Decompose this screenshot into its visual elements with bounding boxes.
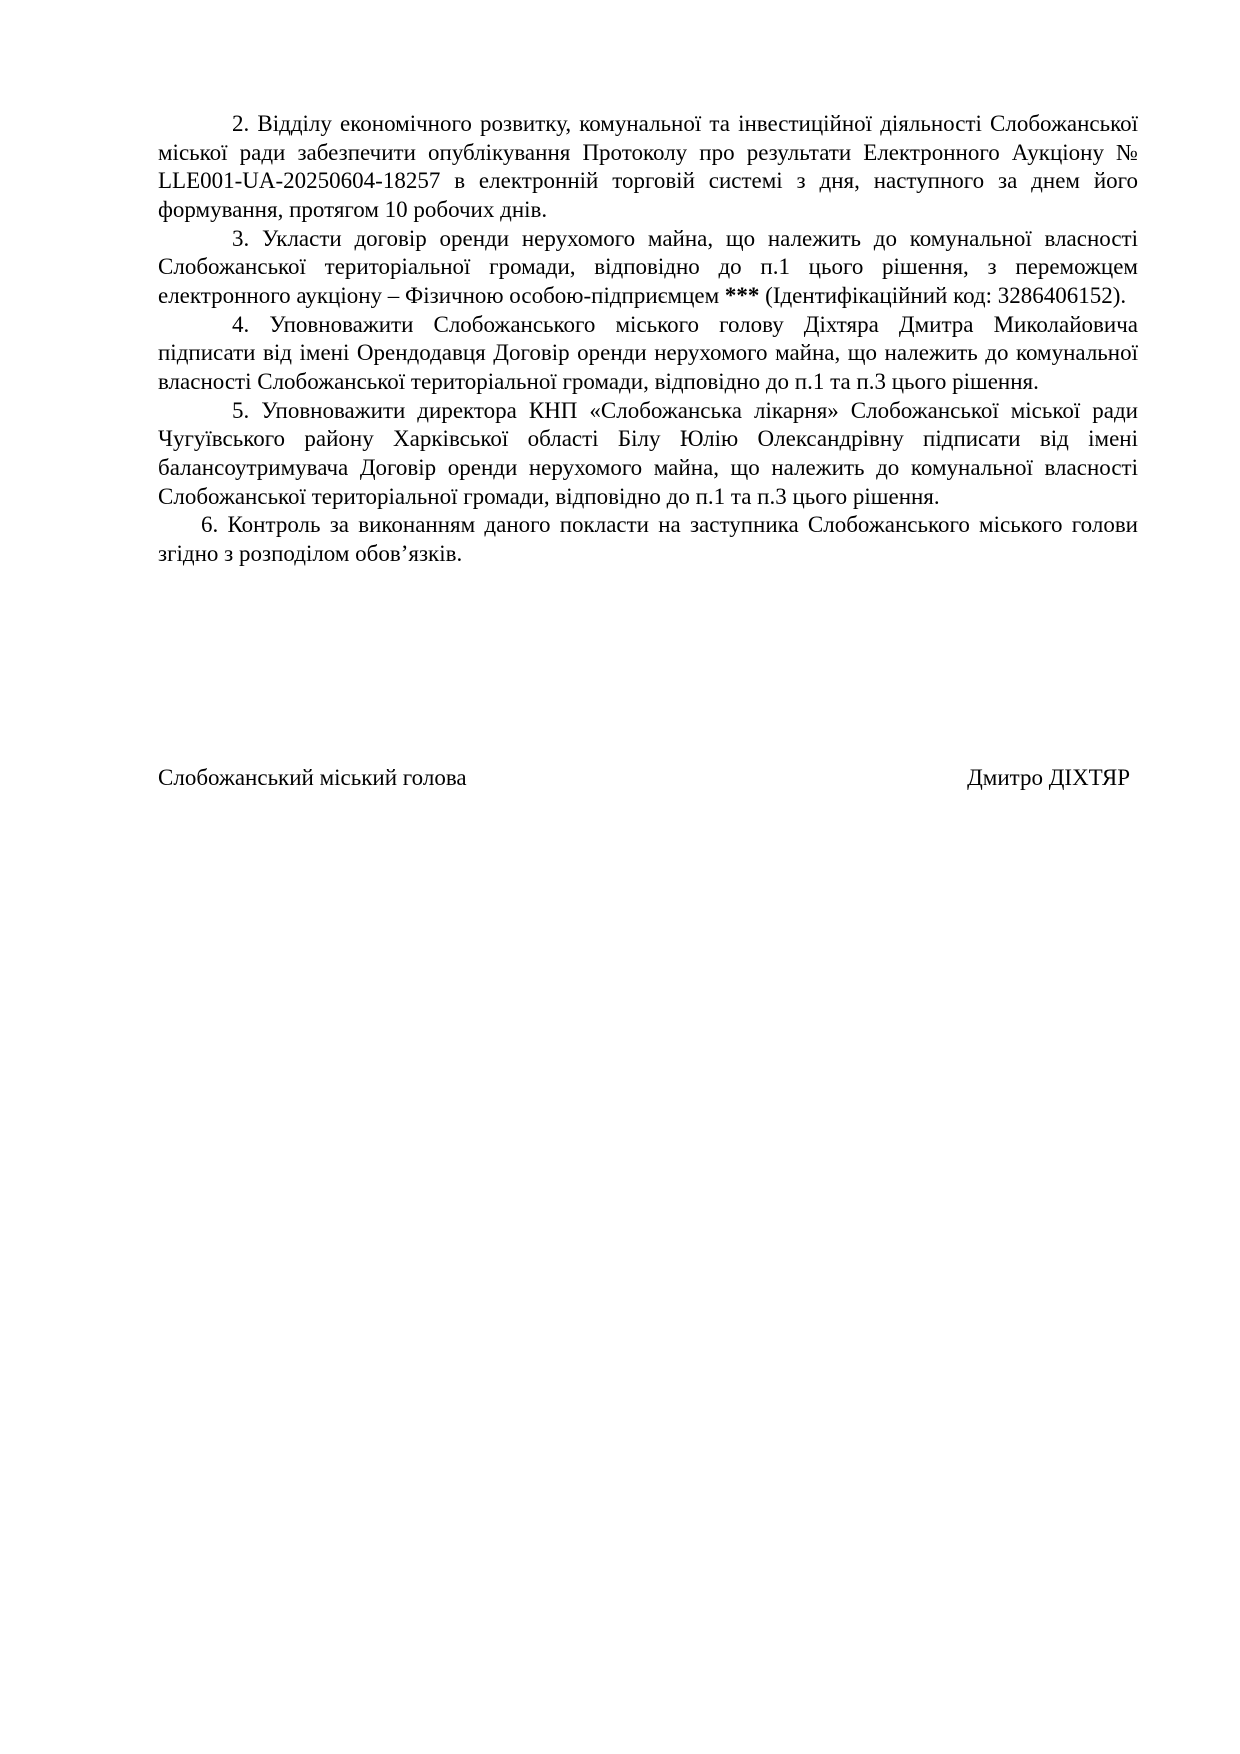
- redacted-identifier-stars: ***: [724, 282, 760, 308]
- paragraph-item-6: 6. Контроль за виконанням даного покласти на заступника Слобожанського міського голови згідно з розподілом обов’язків.: [158, 512, 1138, 566]
- paragraph-item-3: [158, 225, 1138, 311]
- signature-position-title: Слобожанський міський голова: [158, 765, 467, 790]
- document-body: [158, 110, 1138, 569]
- signature-name: Дмитро ДІХТЯР: [967, 765, 1130, 790]
- paragraph-item-5: 5. Уповноважити директора КНП «Слобожанська лікарня» Слобожанської міської ради Чугуївського району Харківської області Білу Юлію Олександрівну підписати від імені балансоутримувача Договір оренди нерухомого майна, що належить до комунальної власності Слобожанської територіальної громади, відповідно до п.1 та п.3 цього рішення.: [158, 397, 1138, 509]
- signature-block: [158, 764, 1130, 793]
- paragraph-item-3-text: 3. Укласти договір оренди нерухомого майна, що належить до комунальної власності Слобожанської територіальної громади, відповідно до п.1 цього рішення, з переможцем електронного аукціону – Фізичною особою-підприємцем: [158, 225, 1138, 308]
- paragraph-item-4: 4. Уповноважити Слобожанського міського голову Діхтяра Дмитра Миколайовича підписати від імені Орендодавця Договір оренди нерухомого майна, що належить до комунальної власності Слобожанської територіальної громади, відповідно до п.1 та п.3 цього рішення.: [158, 311, 1138, 394]
- paragraph-item-2: 2. Відділу економічного розвитку, комунальної та інвестиційної діяльності Слобожанської міської ради забезпечити опублікування Протоколу про результати Електронного Аукціону № LLE001-UA-20250604-18257 в електронній торговій системі з дня, наступного за днем його формування, протягом 10 робочих днів.: [158, 111, 1138, 222]
- paragraph-item-3-text-cont: (Ідентифікаційний код: 3286406152).: [765, 282, 1127, 308]
